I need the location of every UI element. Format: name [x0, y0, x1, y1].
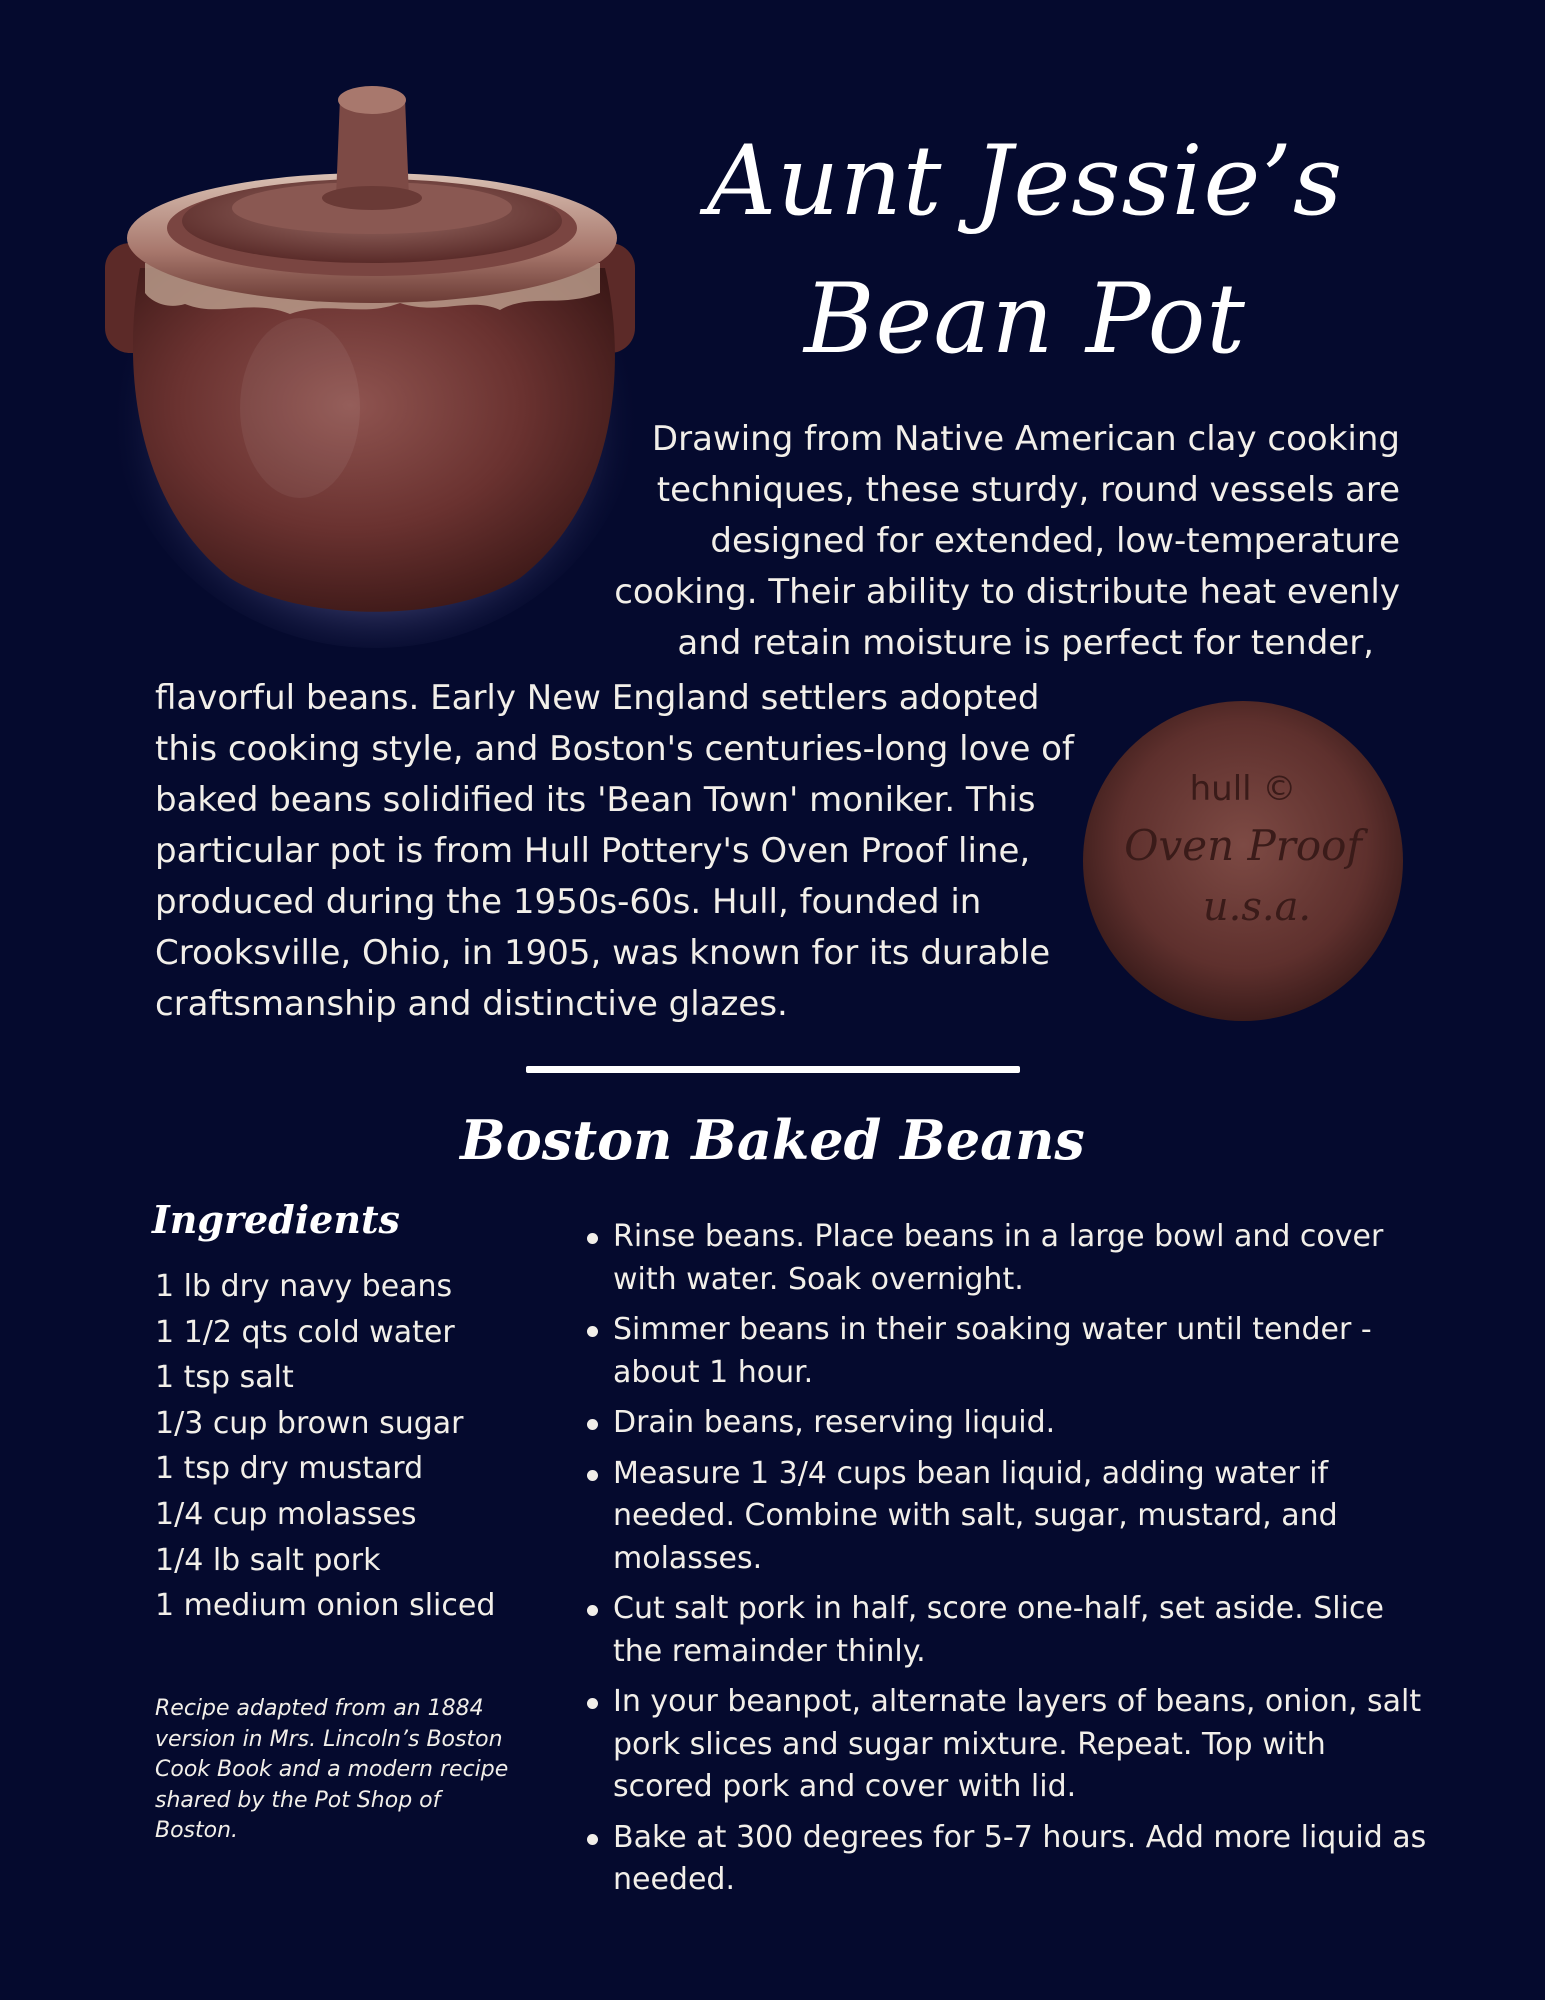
stamp-line-2: Oven Proof — [1124, 821, 1362, 870]
intro-line: designed for extended, low-temperature — [710, 521, 1400, 561]
step-item — [585, 1681, 1422, 1809]
intro-line: produced during the 1950s-60s. Hull, founded in — [155, 882, 982, 922]
step-line: the remainder thinly. — [613, 1633, 926, 1669]
step-line: scored pork and cover with lid. — [613, 1769, 1077, 1804]
step-line: Simmer beans in their soaking water until tender - — [613, 1312, 1372, 1347]
step-line: Drain beans, reserving liquid. — [613, 1405, 1056, 1440]
step-line: about 1 hour. — [613, 1354, 814, 1390]
ingredient-item: 1 tsp salt — [155, 1360, 294, 1396]
step-line: In your beanpot, alternate layers of beans, onion, salt — [613, 1684, 1422, 1719]
intro-line: flavorful beans. Early New England settlers adopted — [155, 678, 1040, 718]
intro-line: techniques, these sturdy, round vessels are — [656, 470, 1400, 510]
step-item — [585, 1817, 1427, 1902]
ingredient-item: 1 lb dry navy beans — [155, 1269, 453, 1304]
step-item — [585, 1588, 1405, 1673]
intro-line: Drawing from Native American clay cooking — [651, 419, 1400, 459]
step-line: Bake at 300 degrees for 5-7 hours. Add more liquid as — [613, 1819, 1427, 1855]
step-line: pork slices and sugar mixture. Repeat. Top with — [613, 1726, 1326, 1762]
intro-paragraph-bottom — [155, 673, 1085, 1030]
note-line: Boston. — [155, 1818, 239, 1843]
step-line: Rinse beans. Place beans in a large bowl and cover — [613, 1219, 1384, 1254]
note-line: Cook Book and a modern recipe — [155, 1757, 509, 1782]
step-item — [585, 1216, 1405, 1301]
intro-line: Crooksville, Ohio, in 1905, was known for its durable — [155, 933, 1051, 973]
intro-line: this cooking style, and Boston's centuries-long love of — [155, 729, 1074, 769]
ingredients-heading: Ingredients — [152, 1197, 400, 1242]
note-line: version in Mrs. Lincoln’s Boston — [155, 1726, 503, 1752]
intro-line: cooking. Their ability to distribute heat evenly — [614, 572, 1400, 612]
intro-line: and retain moisture is perfect for tender, — [677, 623, 1374, 663]
step-line: molasses. — [613, 1540, 763, 1576]
step-item — [585, 1453, 1405, 1581]
step-line: needed. Combine with salt, sugar, mustard, and — [613, 1498, 1338, 1533]
ingredient-item: 1 tsp dry mustard — [155, 1451, 424, 1487]
recipe-title: Boston Baked Beans — [460, 1108, 1085, 1172]
intro-line: craftsmanship and distinctive glazes. — [155, 984, 788, 1024]
intro-line: baked beans solidified its 'Bean Town' moniker. This — [155, 780, 1036, 820]
recipe-steps-list — [585, 1216, 1427, 1910]
ingredient-item: 1 1/2 qts cold water — [155, 1314, 455, 1350]
ingredient-item: 1/3 cup brown sugar — [155, 1405, 464, 1441]
section-divider — [526, 1066, 1020, 1073]
stamp-line-3: u.s.a. — [1202, 884, 1312, 930]
note-line: Recipe adapted from an 1884 — [155, 1696, 484, 1721]
ingredients-list — [155, 1264, 575, 1629]
step-item — [585, 1309, 1405, 1394]
step-line: Measure 1 3/4 cups bean liquid, adding water if — [613, 1455, 1329, 1491]
bean-pot-image — [100, 78, 640, 648]
stamp-line-1: hull © — [1189, 769, 1297, 809]
recipe-source-note — [155, 1694, 535, 1847]
ingredient-item: 1/4 lb salt pork — [155, 1542, 381, 1578]
step-line: with water. Soak overnight. — [613, 1261, 1024, 1297]
step-line: Cut salt pork in half, score one-half, set aside. Slice — [613, 1591, 1384, 1626]
intro-line: particular pot is from Hull Pottery's Oven Proof line, — [155, 831, 1031, 871]
ingredient-item: 1/4 cup molasses — [155, 1496, 417, 1532]
hull-stamp-image — [1082, 700, 1404, 1022]
title-line-1: Aunt Jessie’s — [706, 125, 1344, 237]
step-item — [585, 1402, 1405, 1445]
ingredient-item: 1 medium onion sliced — [155, 1588, 496, 1624]
note-line: shared by the Pot Shop of — [155, 1787, 441, 1813]
intro-paragraph-top — [600, 414, 1400, 669]
page-title — [640, 112, 1410, 388]
title-line-2: Bean Pot — [803, 263, 1246, 375]
step-line: needed. — [613, 1862, 736, 1897]
